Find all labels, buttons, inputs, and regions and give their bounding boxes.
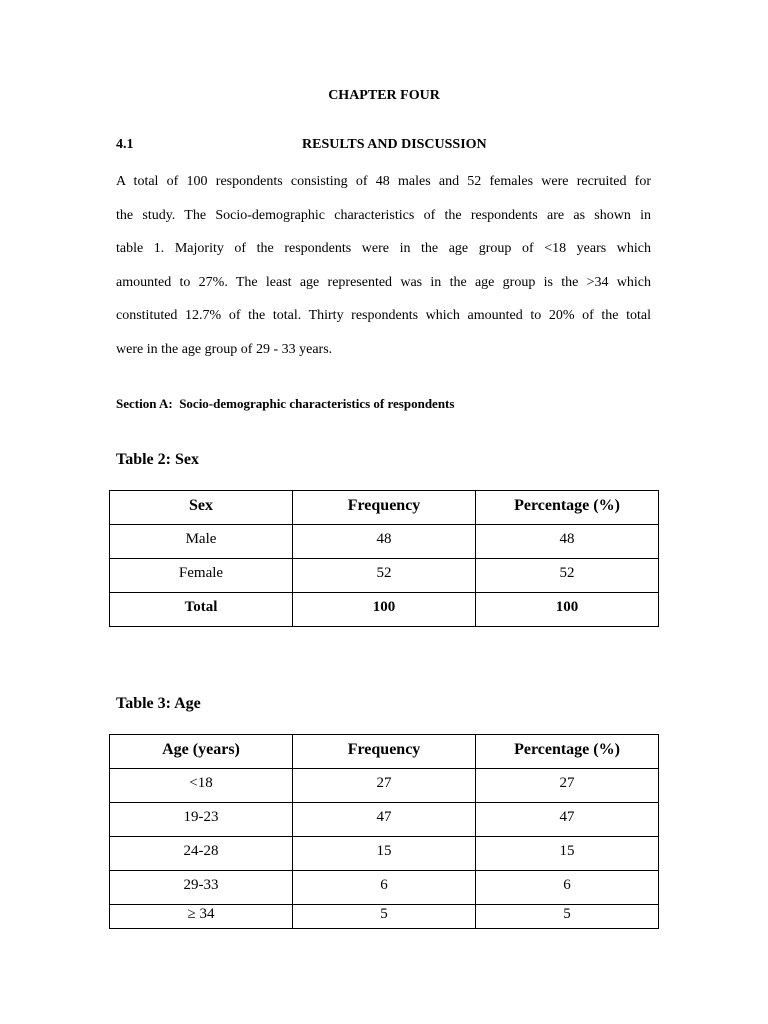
table-row: [110, 803, 659, 837]
table-cell: 27: [476, 769, 659, 803]
paragraph-line: amounted to 27%. The least age represented was in the age group is the >34 which: [116, 274, 651, 290]
column-header: Frequency: [293, 735, 476, 769]
table-cell: 48: [476, 525, 659, 559]
table-cell: 100: [293, 593, 476, 627]
table-row: [110, 769, 659, 803]
table-cell: 15: [476, 837, 659, 871]
table-cell: Female: [110, 559, 293, 593]
age-table: [109, 734, 659, 929]
table-header-row: [110, 735, 659, 769]
paragraph-line: the study. The Socio-demographic characteristics of the respondents are as shown in: [116, 207, 651, 223]
section-a-heading: Section A: Socio-demographic characteristics of respondents: [116, 396, 455, 411]
table-cell: 100: [476, 593, 659, 627]
table-cell: 48: [293, 525, 476, 559]
table-cell: 6: [293, 871, 476, 905]
table-row: [110, 559, 659, 593]
table-row: [110, 837, 659, 871]
column-header: Frequency: [293, 491, 476, 525]
table-cell: Male: [110, 525, 293, 559]
table-cell: 47: [293, 803, 476, 837]
sex-table: [109, 490, 659, 627]
section-title: RESULTS AND DISCUSSION: [302, 137, 487, 152]
column-header: Percentage (%): [476, 491, 659, 525]
table-cell: 52: [476, 559, 659, 593]
table-cell: 29-33: [110, 871, 293, 905]
results-paragraph: [116, 165, 651, 366]
table-cell: <18: [110, 769, 293, 803]
table-caption-sex: Table 2: Sex: [116, 451, 199, 468]
paragraph-line: constituted 12.7% of the total. Thirty respondents which amounted to 20% of the total: [116, 308, 651, 323]
table-row: [110, 905, 659, 929]
section-number: 4.1: [116, 137, 134, 152]
paragraph-line: table 1. Majority of the respondents were in the age group of <18 years which: [116, 241, 651, 256]
table-cell: 6: [476, 871, 659, 905]
table-cell: 19-23: [110, 803, 293, 837]
table-caption-age: Table 3: Age: [116, 695, 201, 712]
column-header: Age (years): [110, 735, 293, 769]
paragraph-line: were in the age group of 29 - 33 years.: [116, 341, 333, 357]
paragraph-line: A total of 100 respondents consisting of 48 males and 52 females were recruited for: [116, 174, 651, 189]
table-row-total: [110, 593, 659, 627]
table-cell: 47: [476, 803, 659, 837]
table-cell: ≥ 34: [110, 905, 293, 929]
column-header: Sex: [110, 491, 293, 525]
table-header-row: [110, 491, 659, 525]
table-row: [110, 871, 659, 905]
chapter-title: CHAPTER FOUR: [328, 88, 440, 103]
table-cell: 52: [293, 559, 476, 593]
table-row: [110, 525, 659, 559]
table-cell: 5: [476, 905, 659, 929]
table-cell: 24-28: [110, 837, 293, 871]
table-cell: Total: [110, 593, 293, 627]
table-cell: 5: [293, 905, 476, 929]
column-header: Percentage (%): [476, 735, 659, 769]
table-cell: 27: [293, 769, 476, 803]
table-cell: 15: [293, 837, 476, 871]
